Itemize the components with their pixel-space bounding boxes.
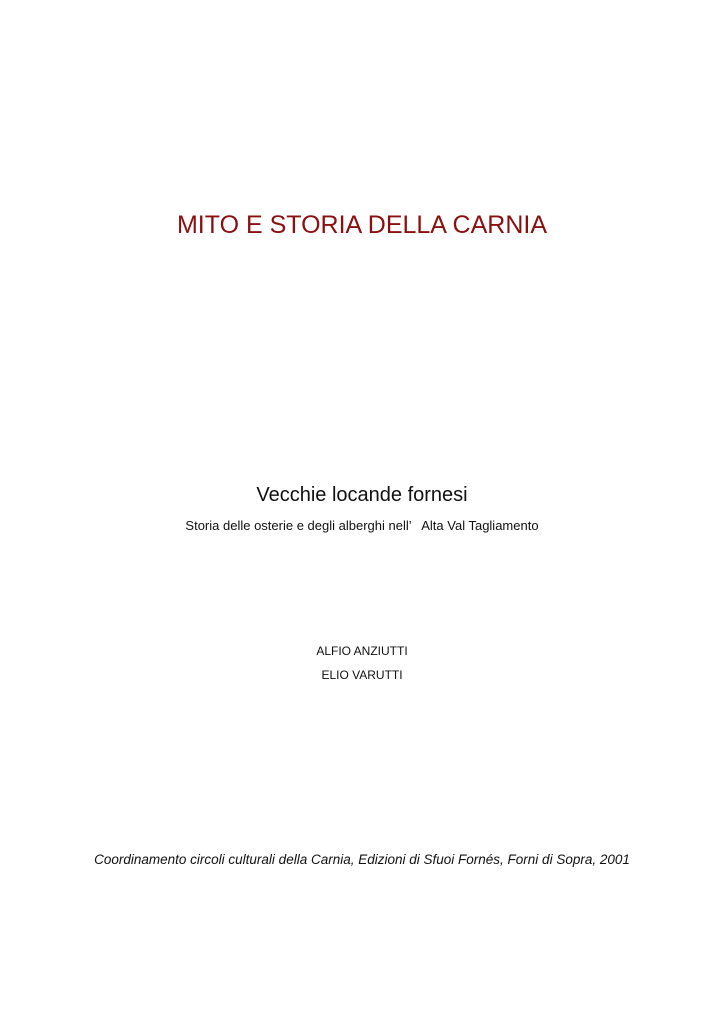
author-name: ELIO VARUTTI xyxy=(321,668,403,682)
author-name: ALFIO ANZIUTTI xyxy=(316,644,408,658)
book-subtitle: Vecchie locande fornesi xyxy=(256,484,468,506)
page-title: MITO E STORIA DELLA CARNIA xyxy=(176,211,548,239)
book-description: Storia delle osterie e degli alberghi nell’ Alta Val Tagliamento xyxy=(185,518,539,533)
publisher-note: Coordinamento circoli culturali della Carnia, Edizioni di Sfuoi Fornés, Forni di Sopra, 2001 xyxy=(94,852,630,867)
